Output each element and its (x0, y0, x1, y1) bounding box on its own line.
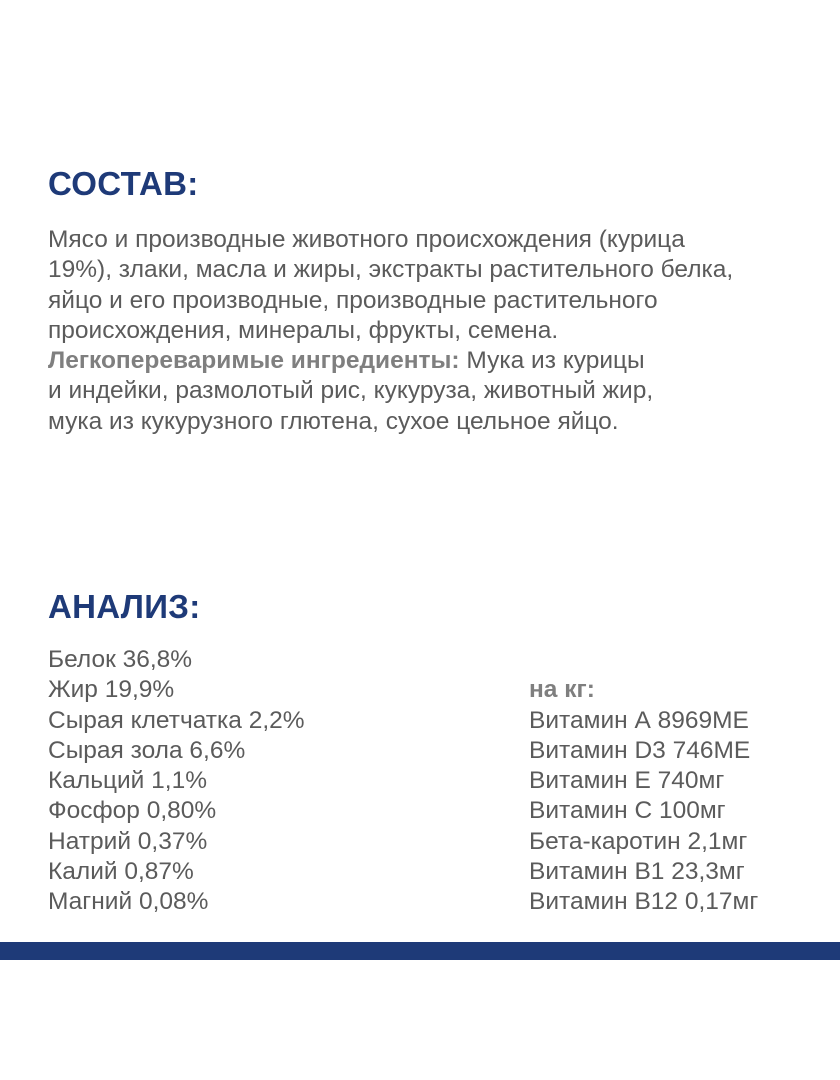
vitamin-list (529, 645, 758, 918)
digestible-ingredients-text: Мука из курицы (459, 347, 645, 375)
vitamin-item-a: Витамин А 8969МЕ (529, 706, 749, 734)
nutrient-item-ash: Сырая зола 6,6% (48, 736, 246, 764)
composition-line: происхождения, минералы, фрукты, семена. (48, 316, 559, 344)
composition-line: Мясо и производные животного происхождения (курица (48, 226, 685, 253)
composition-text (48, 225, 828, 437)
vitamin-item-d3: Витамин D3 746МЕ (529, 736, 751, 764)
vitamin-item-c: Витамин С 100мг (529, 797, 726, 825)
nutrient-item-phosphorus: Фосфор 0,80% (48, 797, 217, 825)
nutrient-item-protein: Белок 36,8% (48, 646, 193, 673)
digestible-ingredients-line (48, 346, 828, 376)
bottom-divider-bar (0, 942, 840, 960)
nutrient-item-calcium: Кальций 1,1% (48, 767, 208, 795)
nutrient-item-magnesium: Магний 0,08% (48, 888, 209, 916)
analysis-heading: АНАЛИЗ: (48, 588, 201, 625)
nutrient-item-fiber: Сырая клетчатка 2,2% (48, 706, 305, 734)
digestible-ingredients-label: Легкопереваримые ингредиенты: (48, 347, 460, 375)
vitamin-item-b1: Витамин В1 23,3мг (529, 858, 745, 886)
per-kg-label: на кг: (529, 676, 595, 704)
composition-heading: СОСТАВ: (48, 165, 199, 202)
nutrient-item-potassium: Калий 0,87% (48, 858, 194, 886)
digestible-ingredients-line: и индейки, размолотый рис, кукуруза, животный жир, (48, 377, 654, 405)
nutrient-list (48, 645, 305, 918)
vitamin-item-beta-carotene: Бета-каротин 2,1мг (529, 827, 748, 855)
digestible-ingredients-line: мука из кукурузного глютена, сухое цельное яйцо. (48, 407, 619, 435)
nutrient-item-fat: Жир 19,9% (48, 676, 175, 704)
vitamin-item-b12: Витамин В12 0,17мг (529, 888, 759, 916)
composition-line: 19%), злаки, масла и жиры, экстракты растительного белка, (48, 256, 734, 284)
composition-line: яйцо и его производные, производные растительного (48, 286, 658, 314)
nutrient-item-sodium: Натрий 0,37% (48, 827, 208, 855)
vitamin-item-e: Витамин Е 740мг (529, 767, 725, 795)
